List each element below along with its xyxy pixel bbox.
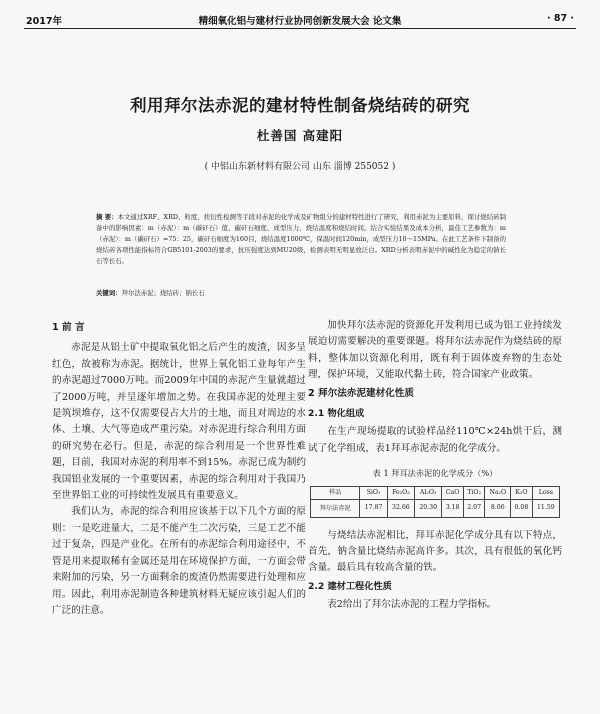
table-cell: 8.06 xyxy=(485,499,511,517)
table-cell: 11.59 xyxy=(532,499,559,517)
table-header-cell: Fe₂O₃ xyxy=(387,486,414,499)
header-journal-title: 精细氧化铝与建材行业协同创新发展大会 论文集 xyxy=(198,16,402,27)
header-year: 2017年 xyxy=(26,16,62,27)
table-cell: 20.30 xyxy=(415,499,442,517)
table-cell: 2.07 xyxy=(463,499,485,517)
subsection-2-2-paragraph: 表2给出了拜尔法赤泥的工程力学指标。 xyxy=(327,599,497,611)
table-header-cell: Na₂O xyxy=(485,486,511,499)
table-1-caption: 表 1 拜耳法赤泥的化学成分（%） xyxy=(372,468,498,479)
table-header-cell: SiO₂ xyxy=(360,486,387,499)
table-header-cell: 样品 xyxy=(311,486,360,499)
table-header-cell: Al₂O₃ xyxy=(415,486,442,499)
keywords-text: 拜尔法赤泥；烧结砖；钠长石 xyxy=(121,289,205,297)
article-title: 利用拜尔法赤泥的建材特性制备烧结砖的研究 xyxy=(130,96,470,115)
table-cell: 32.66 xyxy=(387,499,414,517)
abstract-label: 摘 要： xyxy=(96,213,118,221)
table-1-chemical-composition xyxy=(310,486,560,518)
table-header-row xyxy=(311,486,560,499)
table-cell: 3.18 xyxy=(442,499,464,517)
header-rule xyxy=(24,28,576,29)
keywords xyxy=(96,288,506,299)
table-cell-sample: 拜尔法赤泥 xyxy=(311,499,360,517)
subsection-2-1-paragraph: 在生产现场提取的试验样品经110℃×24h烘干后，测试了化学组成，表1拜耳赤泥赤泥的化学成分。 xyxy=(308,426,562,454)
section-1-heading: 1 前 言 xyxy=(52,322,85,333)
table-header-cell: Loss xyxy=(532,486,559,499)
intro-paragraph-1: 赤泥是从铝土矿中提取氧化铝之后产生的废渣，因多呈红色，故被称为赤泥。据统计，世界上氧化铝工业每年产生的赤泥超过7000万吨。而2009年中国的赤泥产生量就超过了2000万吨，并呈逐年增加之势。在我国赤泥的处理主要是筑坝堆存，这不仅需要侵占大片的土地，而且对周边的水体、土壤、大气等造成严重污染。对赤泥进行综合利用方面的研究势在必行。但是，赤泥的综合利用是一个世界性难题，目前，我国对赤泥的利用率不到15%。赤泥已成为制约我国铝业发展的一个重要因素，赤泥的综合利用对于我国乃至世界铝工业的可持续性发展具有重要意义。 xyxy=(52,342,306,502)
section-2-heading: 2 拜尔法赤泥建材化性质 xyxy=(308,387,414,399)
subsection-2-1-heading: 2.1 物化组成 xyxy=(308,408,365,420)
header-page-number: · 87 · xyxy=(546,13,574,24)
table-header-cell: K₂O xyxy=(511,486,533,499)
intro-paragraph-continued: 加快拜尔法赤泥的资源化开发利用已成为铝工业持续发展迫切需要解决的重要课题。将拜尔法赤泥作为烧结砖的原料，整体加以资源化利用，既有利于固体废弃物的生态处理，保护环境，又能取代黏土砖，符合国家产业政策。 xyxy=(308,320,562,381)
subsection-2-2-heading: 2.2 建材工程化性质 xyxy=(308,580,392,592)
running-header xyxy=(22,10,578,28)
left-column xyxy=(52,318,306,619)
table-row xyxy=(311,499,560,517)
table-cell: 17.87 xyxy=(360,499,387,517)
article-affiliation: ( 中铝山东新材料有限公司 山东 淄博 255052 ) xyxy=(204,162,396,172)
intro-paragraph-2: 我们认为，赤泥的综合利用应该基于以下几个方面的原则：一是吃进量大，二是不能产生二次污染，三是工艺不能过于复杂，四是产业化。在所有的赤泥综合利用途径中，不管是用来提取稀有金属还是用在环境保护方面，一方面会带来附加的污染，另一方面剩余的废渣仍然需要进行处理和应用。因此，利用赤泥制造各种建筑材料无疑应该引起人们的广泛的注意。 xyxy=(52,506,306,616)
table-cell: 0.08 xyxy=(511,499,533,517)
abstract xyxy=(96,212,506,267)
table-header-cell: CaO xyxy=(442,486,464,499)
post-table-paragraph: 与烧结法赤泥相比，拜耳赤泥化学成分具有以下特点，首先，钠含量比烧结赤泥高许多。其次，具有很低的氧化钙含量。最后具有较高含量的铁。 xyxy=(308,529,562,574)
keywords-label: 关键词： xyxy=(96,289,122,297)
abstract-text: 本文通过XRF、XRD、粒度、扶衍性检测等手段对赤泥的化学成及矿物组分的建材特性进行了研究，利用赤泥为主要原料，探讨烧结砖制备中的影响因素：m（赤泥）：m（碳矸石）值、碳矸石细度、成型压力、烧结温度和烧结时间。结合实验结果及成本分析，最佳工艺参数为：m（赤泥）：m（碳矸石）=75：25，碳矸石细度为160目，烧结温度1000℃，保温时间120min，成型压力10～15MPa。在此工艺条件下制备的烧结砖各项性能指标符合GB5101-2003的要求，抗压强度达到MU20级，检测表明无明显放泛白。XRD分析表明赤泥中的碱性化为稳定的钠长石等长石。 xyxy=(96,213,506,265)
article-authors: 杜善国 高建阳 xyxy=(256,128,344,143)
right-column xyxy=(308,318,562,614)
table-header-cell: TiO₂ xyxy=(463,486,485,499)
